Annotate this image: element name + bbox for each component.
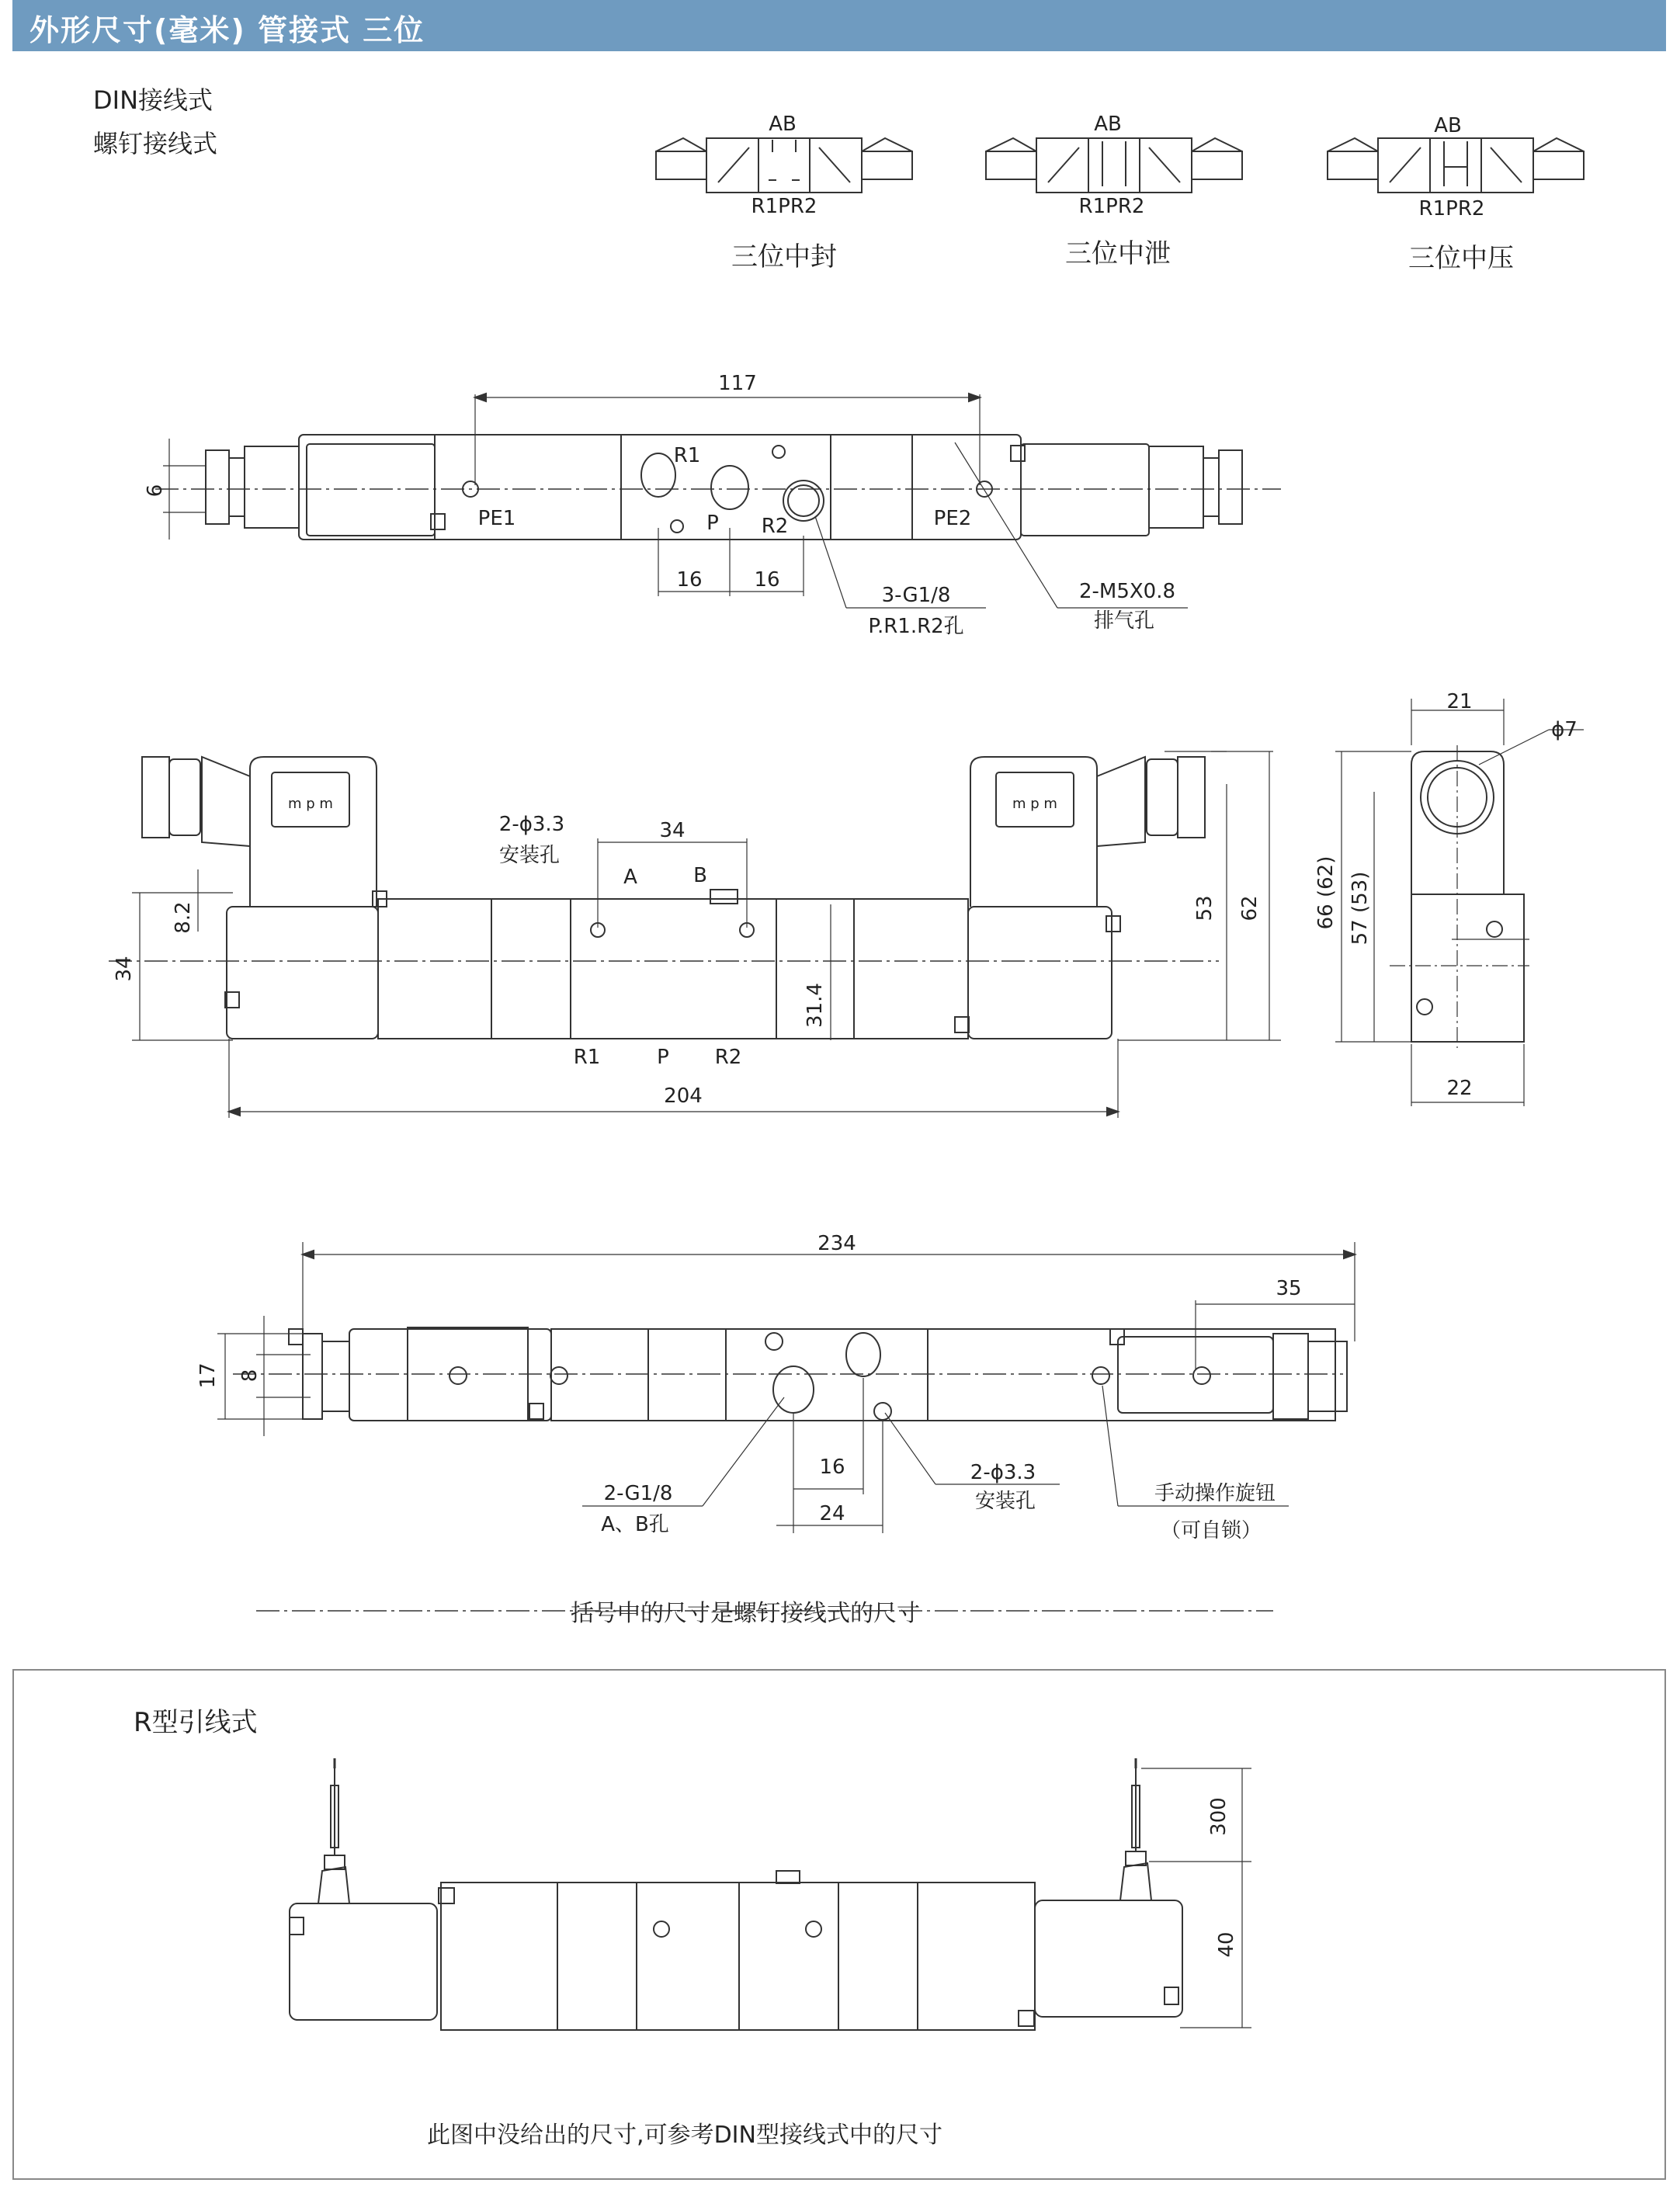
- top-view: [155, 394, 1281, 608]
- dim-53: 53: [1193, 895, 1217, 921]
- dim-300: 300: [1207, 1797, 1230, 1836]
- symbol1-port-top: AB: [769, 113, 797, 136]
- dim-8: 8: [238, 1369, 262, 1383]
- top-port-pe2: PE2: [933, 507, 972, 530]
- dim-66: 66 (62): [1314, 855, 1338, 930]
- symbol2-port-top: AB: [1094, 113, 1122, 136]
- dim-117: 117: [718, 372, 757, 395]
- coil-text-right: m p m: [1012, 796, 1057, 812]
- symbol3-caption: 三位中压: [1408, 243, 1514, 274]
- dim-24: 24: [819, 1502, 845, 1525]
- front-port-r1: R1: [573, 1046, 601, 1069]
- top-port-r1: R1: [673, 444, 701, 467]
- side-view: [1335, 699, 1584, 1106]
- r-type-title: R型引线式: [134, 1707, 258, 1738]
- front-mount-label: 2-ϕ3.3: [498, 813, 565, 836]
- dim-16-right: 16: [754, 568, 780, 592]
- dim-57: 57 (53): [1349, 871, 1372, 946]
- dim-8-2: 8.2: [172, 901, 195, 934]
- dim-62: 62: [1238, 895, 1262, 921]
- dim-21: 21: [1446, 690, 1473, 713]
- dim-22: 22: [1446, 1077, 1473, 1100]
- exhaust-desc: 排气孔: [1093, 609, 1155, 633]
- front-port-b: B: [693, 864, 707, 887]
- top-port-p: P: [706, 512, 719, 535]
- symbol1-port-bottom: R1PR2: [751, 195, 817, 218]
- coil-text-left: m p m: [288, 796, 333, 812]
- dim-234: 234: [817, 1232, 856, 1255]
- ports-thread-label: 3-G1/8: [881, 584, 951, 607]
- ab-ports-label: 2-G1/8: [603, 1482, 673, 1505]
- valve-symbol-pressure-center: [1328, 138, 1584, 193]
- exhaust-thread-label: 2-M5X0.8: [1078, 580, 1176, 603]
- top-port-r2: R2: [761, 515, 789, 538]
- bracket-note: 括号中的尺寸是螺钉接线式的尺寸: [571, 1600, 920, 1627]
- front-view: [109, 751, 1281, 1118]
- symbol1-caption: 三位中封: [731, 241, 837, 272]
- front-port-r2: R2: [714, 1046, 742, 1069]
- screw-wiring-label: 螺钉接线式: [93, 129, 218, 158]
- symbol2-port-bottom: R1PR2: [1078, 195, 1145, 218]
- ports-desc: P.R1.R2孔: [868, 615, 964, 638]
- symbol2-caption: 三位中泄: [1065, 238, 1171, 269]
- dim-34-left: 34: [113, 956, 136, 982]
- din-wiring-label: DIN接线式: [93, 85, 213, 115]
- r-type-view: [256, 1611, 1273, 2030]
- dim-16-left: 16: [676, 568, 703, 592]
- dim-31-4: 31.4: [804, 983, 827, 1028]
- page-title: 外形尺寸(毫米) 管接式 三位: [30, 13, 425, 47]
- front-port-p: P: [657, 1046, 669, 1069]
- dim-40: 40: [1215, 1931, 1238, 1958]
- valve-symbol-closed-center: [656, 138, 912, 193]
- dim-35: 35: [1276, 1277, 1302, 1300]
- dim-204: 204: [664, 1084, 703, 1108]
- dim-34-top: 34: [659, 819, 686, 842]
- symbol3-port-top: AB: [1434, 114, 1462, 137]
- dim-6: 6: [144, 484, 167, 498]
- dim-17: 17: [196, 1362, 220, 1389]
- front-mount-desc: 安装孔: [498, 844, 561, 867]
- manual-knob-label: 手动操作旋钮: [1154, 1482, 1276, 1505]
- dim-phi7: ϕ7: [1551, 718, 1578, 741]
- top-port-pe1: PE1: [477, 507, 516, 530]
- front-port-a: A: [623, 866, 637, 889]
- bottom-mount-label: 2-ϕ3.3: [970, 1461, 1036, 1484]
- r-type-note: 此图中没给出的尺寸,可参考DIN型接线式中的尺寸: [427, 2122, 942, 2149]
- dim-16: 16: [819, 1456, 845, 1479]
- manual-knob-desc: （可自锁）: [1160, 1519, 1262, 1542]
- bottom-mount-desc: 安装孔: [974, 1490, 1036, 1513]
- symbol3-port-bottom: R1PR2: [1418, 197, 1485, 220]
- ab-ports-desc: A、B孔: [601, 1513, 669, 1536]
- valve-symbol-exhaust-center: [986, 138, 1242, 193]
